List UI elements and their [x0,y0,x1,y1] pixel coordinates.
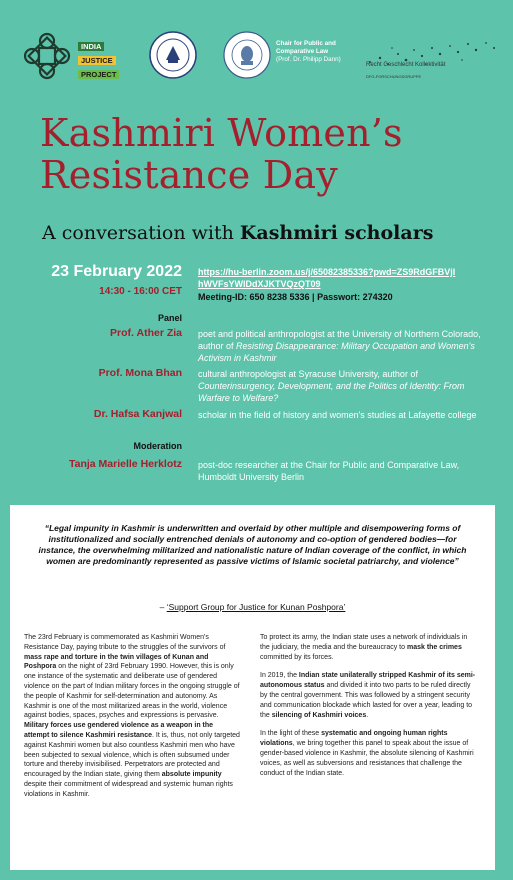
knot-logo-icon [22,31,72,81]
quote-source [30,602,475,612]
panelist-name: Dr. Hafsa Kanjwal [93,408,182,420]
panelist-book: Resisting Disappearance: Military Occupation and Women's Activism in Kashmir [198,341,475,363]
chair-logo-text [276,40,376,64]
moderator-name: Tanja Marielle Herklotz [68,458,182,470]
moderation-heading: Moderation [133,441,182,451]
panelist-book: Counterinsurgency, Development, and the Politics of Identity: From Warfare to Welfare? [198,381,465,403]
body-paragraph [24,633,240,800]
chair-line-3: (Prof. Dr. Philipp Dann) [276,56,341,63]
chair-line-2: Comparative Law [276,48,329,55]
body-text: To protect its army, the Indian state uses a network of individuals in the judiciary, the media and the bureaucracy to [260,634,468,651]
humboldt-seal-icon [222,30,272,80]
logo-row [20,28,503,88]
panelist-desc [198,328,488,364]
panelist-desc [198,368,488,404]
india-justice-project-logo [78,38,144,80]
dfg-text: Recht Geschlecht Kollektivität [366,62,446,68]
ijp-line-3: PROJECT [78,70,119,79]
event-time: 14:30 - 16:00 CET [99,286,182,297]
body-text: In the light of these [260,730,322,738]
body-text: and divided it into two parts to be ruled directly by the central government. This was followed by a stringent security and communication blockade which lasted for over a year, leading to the [260,682,473,719]
meeting-id: Meeting-ID: 650 8238 5336 | Passwort: 274320 [198,292,393,302]
info-card [10,505,495,870]
event-date: 23 February 2022 [51,263,182,280]
panelist-desc-text: cultural anthropologist at Syracuse University, author of [198,369,418,379]
panelist-desc-text: scholar in the field of history and women's studies at Lafayette college [198,410,477,420]
body-text: . [366,711,369,719]
body-column-left [24,633,240,809]
dfg-dots-icon [362,30,502,80]
body-emphasis: mass rape and torture in the twin villages of Kunan and Poshpora [24,653,209,671]
page-title: Kashmiri Women’s Resistance Day [40,111,403,197]
panelist-desc-text: poet and political anthropologist at the University of Northern Colorado, author of [198,329,481,351]
body-text: on the night of 23rd February 1990. However, this is only one instance of the systematic and deliberate use of gendered violence on the part of Indian military forces in the ongoing struggle of the people of Kashmir for self-determination and autonomy. As Kashmir is one of the most militarized areas in the world, violence against bodies, spaces, psyches and expressions is pervasive. [24,663,240,720]
university-seal-icon [148,30,198,80]
chair-line-1: Chair for Public and [276,40,336,47]
body-paragraph [260,633,476,662]
body-column-right [260,633,476,787]
panel-heading: Panel [157,313,182,323]
subtitle-emphasis: Kashmiri scholars [239,222,434,244]
body-emphasis: mask the crimes [406,643,462,651]
body-text: . It is, thus, not only targeted against Kashmiri women but also countless Kashmiri men who have been subjected to sexual violence, which is often subsumed under torture and thereby invisibilised. Perpetrators are protected and encouraged by the Indian state, giving them [24,731,240,779]
ijp-line-2: JUSTICE [78,56,116,65]
body-text: committed by its forces. [260,653,334,661]
moderator-desc: post-doc researcher at the Chair for Public and Comparative Law, Humboldt University Berlin [198,460,460,482]
body-emphasis: Military forces use gendered violence as a weapon in the attempt to silence Kashmiri resistance [24,722,214,739]
subtitle [42,222,433,244]
ijp-line-1: INDIA [78,42,104,51]
body-emphasis: Indian state unilaterally stripped Kashmir of its semi-autonomous status [260,672,476,690]
panelist-name: Prof. Mona Bhan [98,367,182,379]
body-text: despite their commitment of widespread and systemic human rights violations in Kashmir. [24,780,233,798]
quote-source-text: ‘Support Group for Justice for Kunan Poshpora’ [166,602,346,612]
body-text: , we bring together this panel to speak about the issue of gender-based violence in Kashmir, the absolute silencing of Kashmiri voices, as well as subversions and resistances that challenge the conduct of the Indian state. [260,740,474,777]
panelist-name: Prof. Ather Zia [110,327,182,339]
zoom-link[interactable]: https://hu-berlin.zoom.us/j/65082385336?pwd=ZS9RdGFBVjlhWVFsYWlDdXJKTVQzQT09 [198,267,456,289]
body-paragraph [260,729,476,778]
quote-text: “Legal impunity in Kashmir is underwritten and overlaid by other multiple and disempowering forms of institutionalized and socially entrenched denials of autonomy and co-option of gendered bodies—for instance, the overwhelming militarized and nationalistic nature of Indian coverage of the conflict, in which women are predominantly represented as passive victims of Islamic societal patriarchy, and violence” [38,523,467,566]
body-emphasis: absolute impunity [161,771,222,779]
panelist-desc [198,409,488,421]
body-paragraph [260,671,476,720]
dfg-subtext: DFG-FORSCHUNGSGRUPPE [366,74,422,79]
body-emphasis: silencing of Kashmiri voices [271,711,367,719]
body-emphasis: systematic and ongoing human rights violations [260,730,448,748]
body-text: The 23rd February is commemorated as Kashmiri Women's Resistance Day, paying tribute to the struggles of the survivors of [24,634,226,651]
subtitle-prefix: A conversation with [42,222,240,244]
body-text: In 2019, the [260,672,299,680]
quote-source-dash: – [159,602,167,612]
